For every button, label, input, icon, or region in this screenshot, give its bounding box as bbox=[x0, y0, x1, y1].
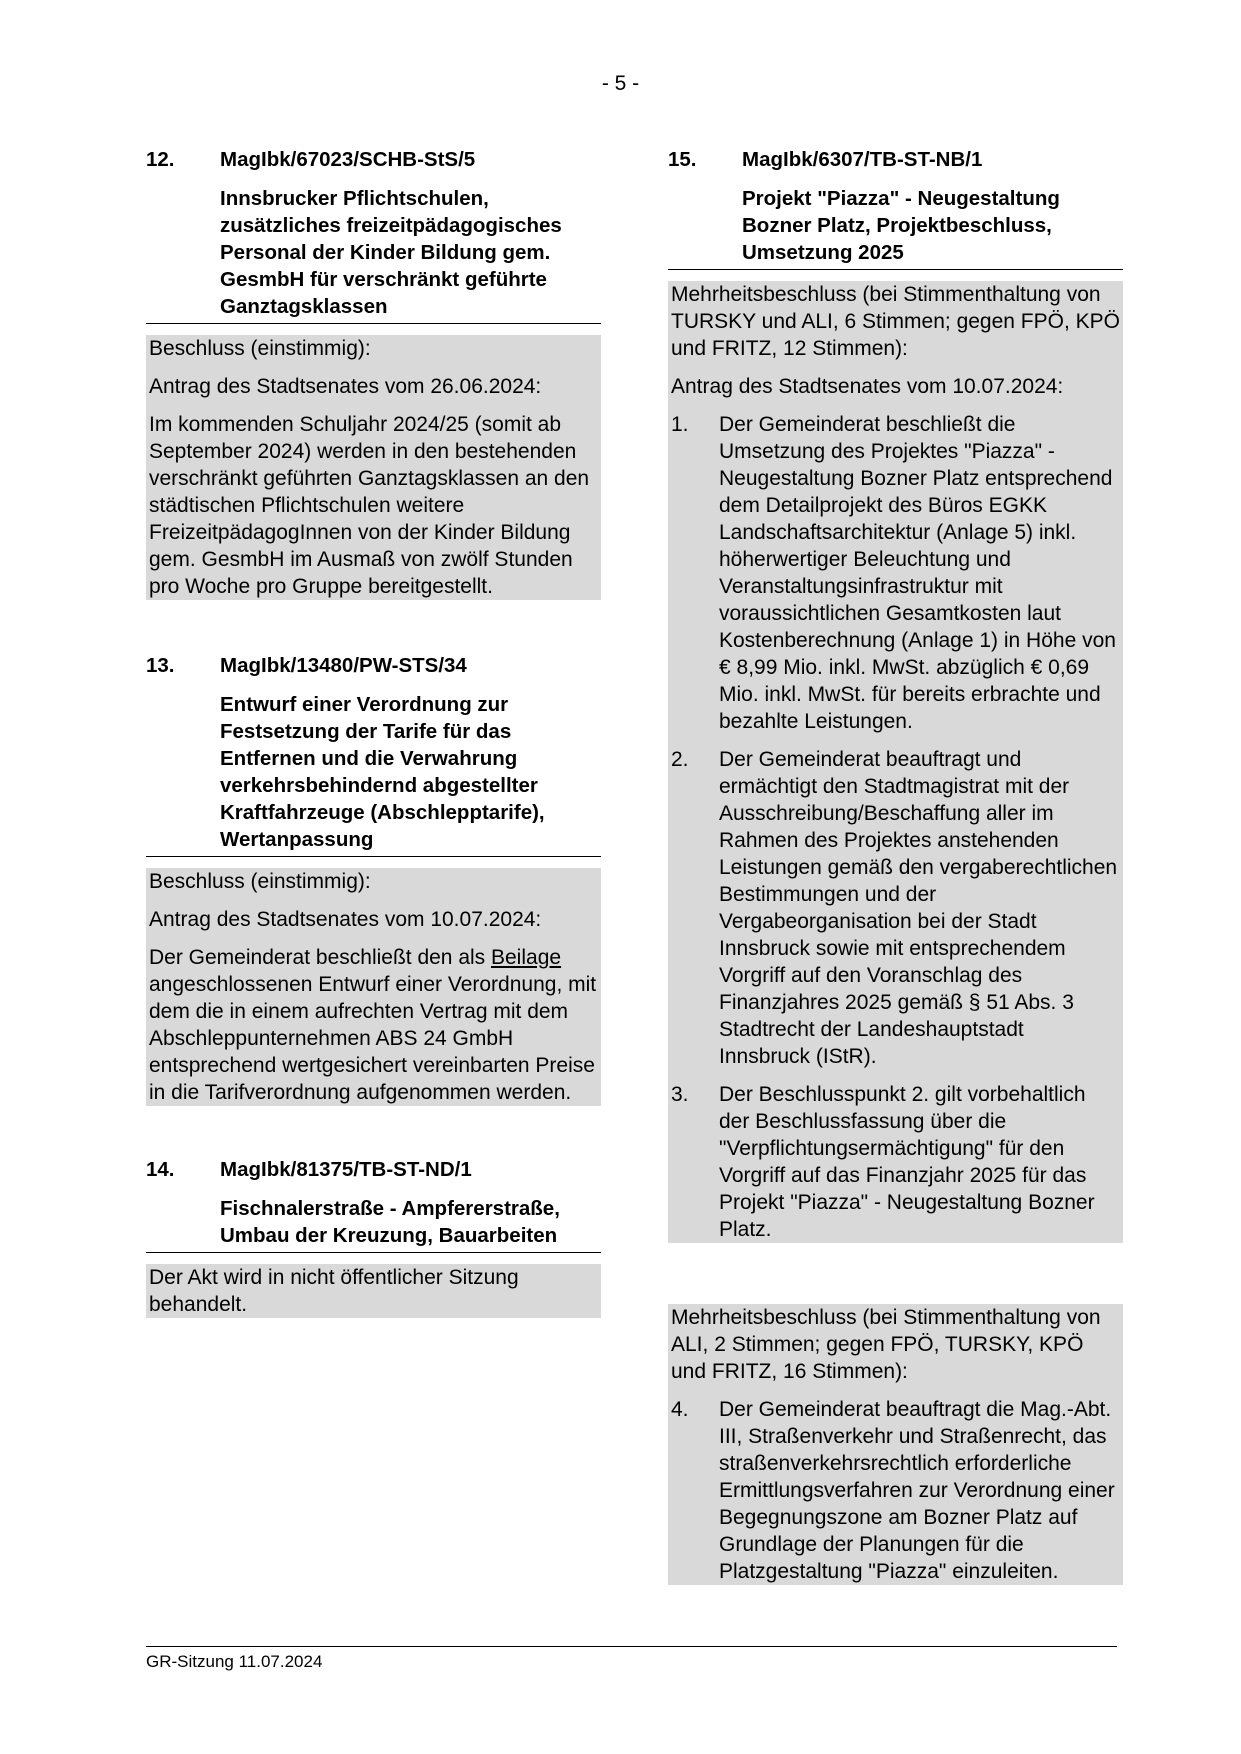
resolution-block-2 bbox=[668, 1304, 1123, 1585]
item-title: Fischnalerstraße - Ampfererstraße, Umbau der Kreuzung, Bauarbeiten bbox=[220, 1197, 560, 1247]
point-text: Der Gemeinderat beauftragt die Mag.-Abt. III, Straßenverkehr und Straßenrecht, das straßenverkehrsrechtlich erforderliche Ermittlungsverfahren zur Verordnung einer Begegnungszone am Bozner Platz auf Grundlage der Planungen für die Platzgestaltung "Piazza" einzuleiten. bbox=[719, 1398, 1115, 1583]
point-number: 3. bbox=[671, 1083, 689, 1106]
item-code: MagIbk/13480/PW-STS/34 bbox=[220, 654, 467, 677]
item-heading bbox=[146, 1156, 601, 1183]
motion-label: Antrag des Stadtsenates vom 10.07.2024: bbox=[671, 375, 1064, 398]
motion-text bbox=[149, 944, 598, 1106]
list-item bbox=[671, 746, 1120, 1070]
resolution-label: Mehrheitsbeschluss (bei Stimmenthaltung von ALI, 2 Stimmen; gegen FPÖ, TURSKY, KPÖ und FRITZ, 16 Stimmen): bbox=[671, 1306, 1101, 1383]
point-number: 2. bbox=[671, 748, 689, 771]
item-title: Innsbrucker Pflichtschulen, zusätzliches freizeitpädagogisches Personal der Kinder Bildung gem. GesmbH für verschränkt geführte Ganztagsklassen bbox=[220, 187, 562, 318]
resolution-block bbox=[146, 335, 601, 600]
item-code: MagIbk/81375/TB-ST-ND/1 bbox=[220, 1158, 472, 1181]
motion-text: Der Akt wird in nicht öffentlicher Sitzung behandelt. bbox=[149, 1266, 519, 1316]
divider bbox=[668, 269, 1123, 270]
divider bbox=[146, 856, 601, 857]
motion-text: Im kommenden Schuljahr 2024/25 (somit ab September 2024) werden in den bestehenden verschränkt geführten Ganztagsklassen an den städtischen Pflichtschulen weitere FreizeitpädagogInnen von der Kinder Bildung gem. GesmbH im Ausmaß von zwölf Stunden pro Woche pro Gruppe bereitgestellt. bbox=[149, 413, 590, 598]
list-item bbox=[671, 1396, 1120, 1585]
item-heading bbox=[668, 146, 1123, 173]
agenda-item-15 bbox=[668, 146, 1123, 1585]
item-number: 12. bbox=[146, 148, 175, 171]
point-text: Der Beschlusspunkt 2. gilt vorbehaltlich der Beschlussfassung über die "Verpflichtungsermächtigung" für den Vorgriff auf das Finanzjahr 2025 für das Projekt "Piazza" - Neugestaltung Bozner Platz. bbox=[719, 1083, 1095, 1241]
resolution-block bbox=[146, 868, 601, 1106]
right-column bbox=[668, 146, 1123, 1585]
point-text: Der Gemeinderat beschließt die Umsetzung des Projektes "Piazza" - Neugestaltung Bozner Platz entsprechend dem Detailprojekt des Büros EGKK Landschaftsarchitektur (Anlage 5) inkl. höherwertiger Beleuchtung und Veranstaltungsinfrastruktur mit voraussichtlichen Gesamtkosten laut Kostenberechnung (Anlage 1) in Höhe von € 8,99 Mio. inkl. MwSt. abzüglich € 0,69 Mio. inkl. MwSt. für bereits erbrachte und bezahlte Leistungen. bbox=[719, 413, 1116, 733]
item-number: 13. bbox=[146, 654, 175, 677]
item-number: 15. bbox=[668, 148, 697, 171]
page-number: - 5 - bbox=[601, 72, 640, 95]
footer-text: GR-Sitzung 11.07.2024 bbox=[146, 1652, 323, 1671]
agenda-item-13 bbox=[146, 652, 601, 1106]
point-text: Der Gemeinderat beauftragt und ermächtigt den Stadtmagistrat mit der Ausschreibung/Beschaffung aller im Rahmen des Projektes anstehenden Leistungen gemäß den vergaberechtlichen Bestimmungen und der Vergabeorganisation bei der Stadt Innsbruck sowie mit entsprechendem Vorgriff auf den Voranschlag des Finanzjahres 2025 gemäß § 51 Abs. 3 Stadtrecht der Landeshauptstadt Innsbruck (IStR). bbox=[719, 748, 1118, 1068]
resolution-block bbox=[668, 281, 1123, 1243]
beilage-link[interactable]: Beilage bbox=[491, 946, 562, 969]
list-item bbox=[671, 1081, 1120, 1243]
item-heading bbox=[146, 652, 601, 679]
item-code: MagIbk/6307/TB-ST-NB/1 bbox=[742, 148, 983, 171]
resolution-label: Beschluss (einstimmig): bbox=[149, 337, 371, 360]
resolution-label: Beschluss (einstimmig): bbox=[149, 870, 371, 893]
list-item bbox=[671, 411, 1120, 735]
motion-label: Antrag des Stadtsenates vom 10.07.2024: bbox=[149, 908, 542, 931]
motion-label: Antrag des Stadtsenates vom 26.06.2024: bbox=[149, 375, 542, 398]
left-column bbox=[146, 146, 601, 1318]
divider bbox=[146, 1252, 601, 1253]
agenda-item-12 bbox=[146, 146, 601, 600]
resolution-points bbox=[671, 1396, 1120, 1585]
agenda-item-14 bbox=[146, 1156, 601, 1318]
motion-text-part: angeschlossenen Entwurf einer Verordnung, mit dem die in einem aufrechten Vertrag mit dem Abschleppunternehmen ABS 24 GmbH entsprechend wertgesichert vereinbarten Preise in die Tarifverordnung aufgenommen werden. bbox=[149, 973, 597, 1104]
point-number: 4. bbox=[671, 1398, 689, 1421]
item-number: 14. bbox=[146, 1158, 175, 1181]
item-heading bbox=[146, 146, 601, 173]
resolution-points bbox=[671, 411, 1120, 1243]
divider bbox=[146, 323, 601, 324]
item-title: Projekt "Piazza" - Neugestaltung Bozner Platz, Projektbeschluss, Umsetzung 2025 bbox=[742, 187, 1060, 264]
resolution-block bbox=[146, 1264, 601, 1318]
point-number: 1. bbox=[671, 413, 689, 436]
item-title: Entwurf einer Verordnung zur Festsetzung der Tarife für das Entfernen und die Verwahrung verkehrsbehindernd abgestellter Kraftfahrzeuge (Abschlepptarife), Wertanpassung bbox=[220, 693, 545, 851]
item-code: MagIbk/67023/SCHB-StS/5 bbox=[220, 148, 476, 171]
footer-divider bbox=[146, 1646, 1117, 1647]
resolution-label: Mehrheitsbeschluss (bei Stimmenthaltung von TURSKY und ALI, 6 Stimmen; gegen FPÖ, KPÖ und FRITZ, 12 Stimmen): bbox=[671, 283, 1120, 360]
motion-text-part: Der Gemeinderat beschließt den als bbox=[149, 946, 491, 969]
